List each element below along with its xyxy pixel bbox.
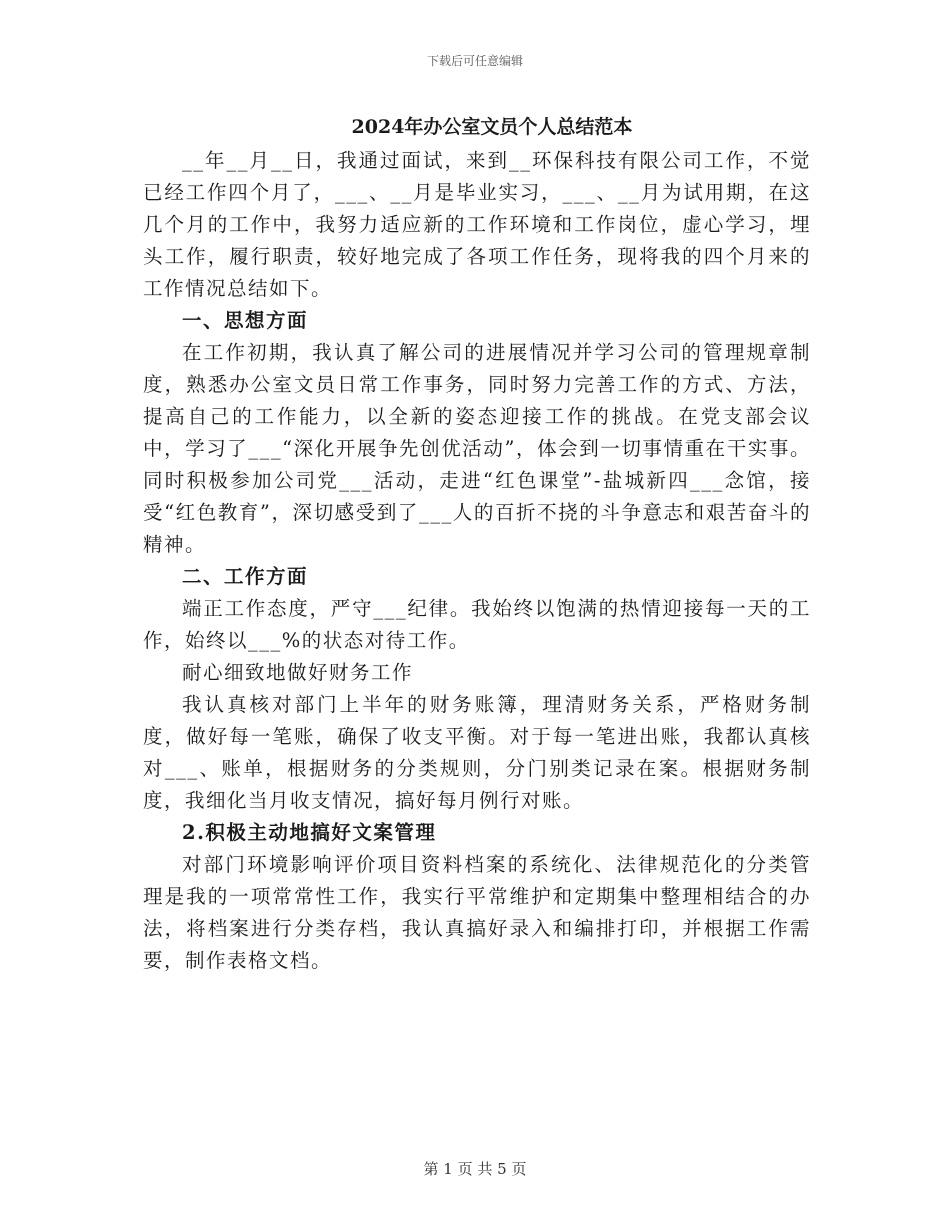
paragraph-document-management: 对部门环境影响评价项目资料档案的系统化、法律规范化的分类管理是我的一项常常性工作，我实行平常维护和定期集中整理相结合的办法，将档案进行分类存档，我认真搞好录入和编排打印，并根据工作需要，制作表格文档。 bbox=[143, 853, 811, 972]
section-heading-thought: 一、思想方面 bbox=[182, 309, 309, 332]
page-header: 下载后可任意编辑 bbox=[426, 54, 523, 68]
page-footer: 第 1 页 共 5 页 bbox=[423, 1160, 527, 1178]
paragraph-intro: __年__月__日，我通过面试，来到__环保科技有限公司工作，不觉已经工作四个月了，___、__月是毕业实习，___、__月为试用期，在这几个月的工作中，我努力适应新的工作环境和工作岗位，虚心学习，埋头工作，履行职责，较好地完成了各项工作任务，现将我的四个月来的工作情况总结如下。 bbox=[143, 149, 811, 300]
document-title: 2024年办公室文员个人总结范本 bbox=[351, 116, 633, 138]
section-heading-work: 二、工作方面 bbox=[182, 565, 309, 588]
subheading-document-management: 2.积极主动地搞好文案管理 bbox=[182, 821, 437, 844]
paragraph-work-attitude: 端正工作态度，严守___纪律。我始终以饱满的热情迎接每一天的工作，始终以___%的状态对待工作。 bbox=[143, 597, 811, 652]
paragraph-finance: 我认真核对部门上半年的财务账簿，理清财务关系，严格财务制度，做好每一笔账，确保了收支平衡。对于每一笔进出账，我都认真核对___、账单，根据财务的分类规则，分门别类记录在案。根据财务制度，我细化当月收支情况，搞好每月例行对账。 bbox=[143, 693, 811, 812]
document-body bbox=[143, 112, 811, 977]
paragraph-thought: 在工作初期，我认真了解公司的进展情况并学习公司的管理规章制度，熟悉办公室文员日常工作事务，同时努力完善工作的方式、方法，提高自己的工作能力，以全新的姿态迎接工作的挑战。在党支部会议中，学习了___“深化开展争先创优活动”，体会到一切事情重在干实事。同时积极参加公司党___活动，走进“红色课堂”-盐城新四___念馆，接受“红色教育”，深切感受到了___人的百折不挠的斗争意志和艰苦奋斗的精神。 bbox=[143, 341, 811, 556]
subheading-finance: 耐心细致地做好财务工作 bbox=[182, 661, 414, 684]
